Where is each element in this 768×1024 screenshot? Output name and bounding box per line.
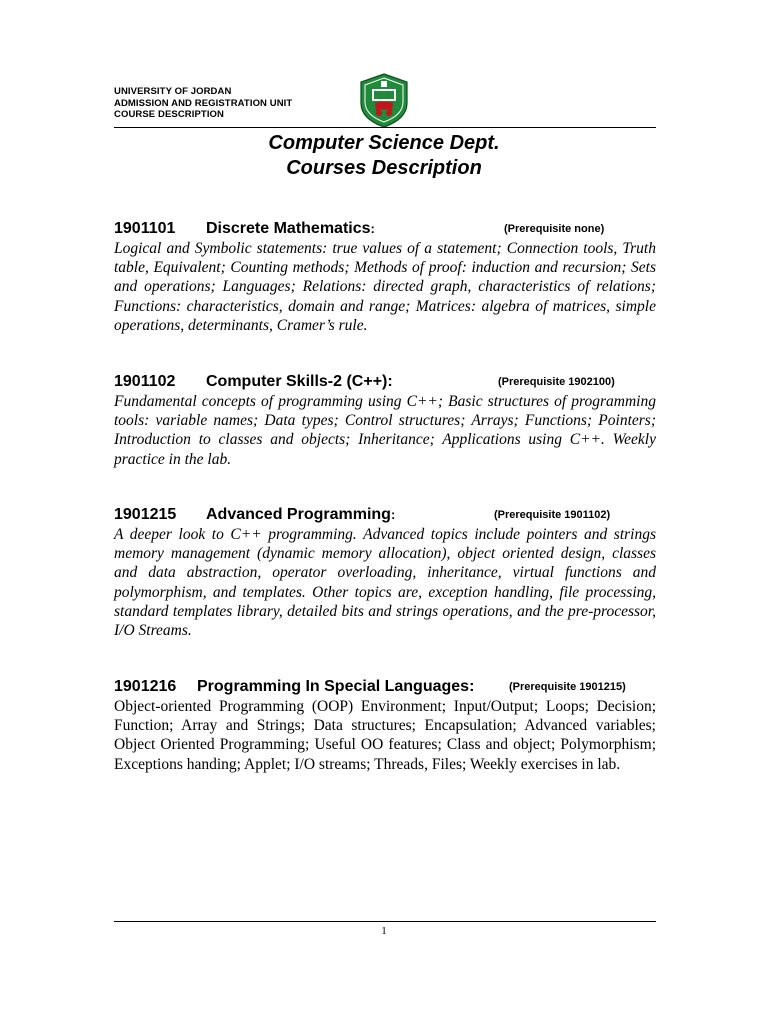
header-line-university: UNIVERSITY OF JORDAN (114, 86, 232, 97)
course-heading (114, 219, 656, 239)
course-code: 1901216 (114, 678, 177, 695)
header-divider (114, 127, 656, 128)
course-name-colon: : (469, 678, 475, 695)
course-name (197, 677, 474, 697)
course-name (206, 219, 375, 239)
course-code: 1901215 (114, 506, 177, 523)
course-prerequisite: (Prerequisite 1901215) (509, 681, 626, 693)
course-description: A deeper look to C++ programming. Advanced topics include pointers and strings memory management (dynamic memory allocation), object oriented design, classes and data abstraction, operator overloading, inheritance, virtual functions and polymorphism, and templates. Other topics are, exception handling, file processing, standard templates library, detailed bits and strings operations, and the pre-processor, I/O Streams. (114, 526, 656, 640)
course-name-colon: : (370, 221, 375, 236)
course-heading (114, 372, 656, 392)
footer-divider (114, 921, 656, 922)
page-title: Computer Science Dept. (268, 132, 500, 154)
course-section-1901101 (114, 219, 656, 335)
university-crest-icon (359, 73, 409, 128)
course-description: Object-oriented Programming (OOP) Environment; Input/Output; Loops; Decision; Function; Array and Strings; Data structures; Encapsulation; Advanced variables; Object Oriented Programming; Useful OO features; Class and object; Polymorphism; Exceptions handing; Applet; I/O streams; Threads, Files; Weekly exercises in lab. (114, 698, 656, 773)
course-prerequisite: (Prerequisite 1901102) (494, 509, 611, 521)
course-prerequisite: (Prerequisite 1902100) (498, 376, 615, 388)
page-subtitle: Courses Description (286, 157, 482, 179)
page-number: 1 (381, 925, 387, 937)
course-name (206, 372, 393, 392)
course-name (206, 505, 395, 525)
document-header (114, 86, 292, 121)
course-name-colon: : (387, 373, 393, 390)
header-line-unit: ADMISSION AND REGISTRATION UNIT (114, 97, 293, 109)
course-prerequisite: (Prerequisite none) (504, 223, 605, 235)
header-line-course-description: COURSE DESCRIPTION (114, 109, 225, 120)
course-name-text: Programming In Special Languages (197, 678, 470, 695)
course-section-1901216 (114, 677, 656, 774)
course-name-colon: : (390, 507, 396, 522)
course-section-1901102 (114, 372, 656, 469)
course-description: Logical and Symbolic statements: true values of a statement; Connection tools, Truth table, Equivalent; Counting methods; Methods of proof: induction and recursion; Sets and operations; Languages; Relations: directed graph, characteristics of relations; Functions: characteristics, domain and range; Matrices: algebra of matrices, simple operations, determinants, Cramer’s rule. (114, 240, 656, 334)
course-name-text: Discrete Mathematics (206, 220, 371, 237)
course-name-text: Advanced Programming (206, 506, 391, 523)
course-section-1901215 (114, 505, 656, 640)
course-code: 1901101 (114, 220, 176, 237)
course-code: 1901102 (114, 373, 176, 390)
course-name-text: Computer Skills-2 (C++) (206, 373, 388, 390)
course-description: Fundamental concepts of programming using C++; Basic structures of programming tools: variable names; Data types; Control structures; Arrays; Functions; Pointers; Introduction to classes and objects; Inheritance; Applications using C++. Weekly practice in the lab. (114, 393, 656, 468)
course-heading (114, 505, 656, 525)
course-heading (114, 677, 656, 697)
